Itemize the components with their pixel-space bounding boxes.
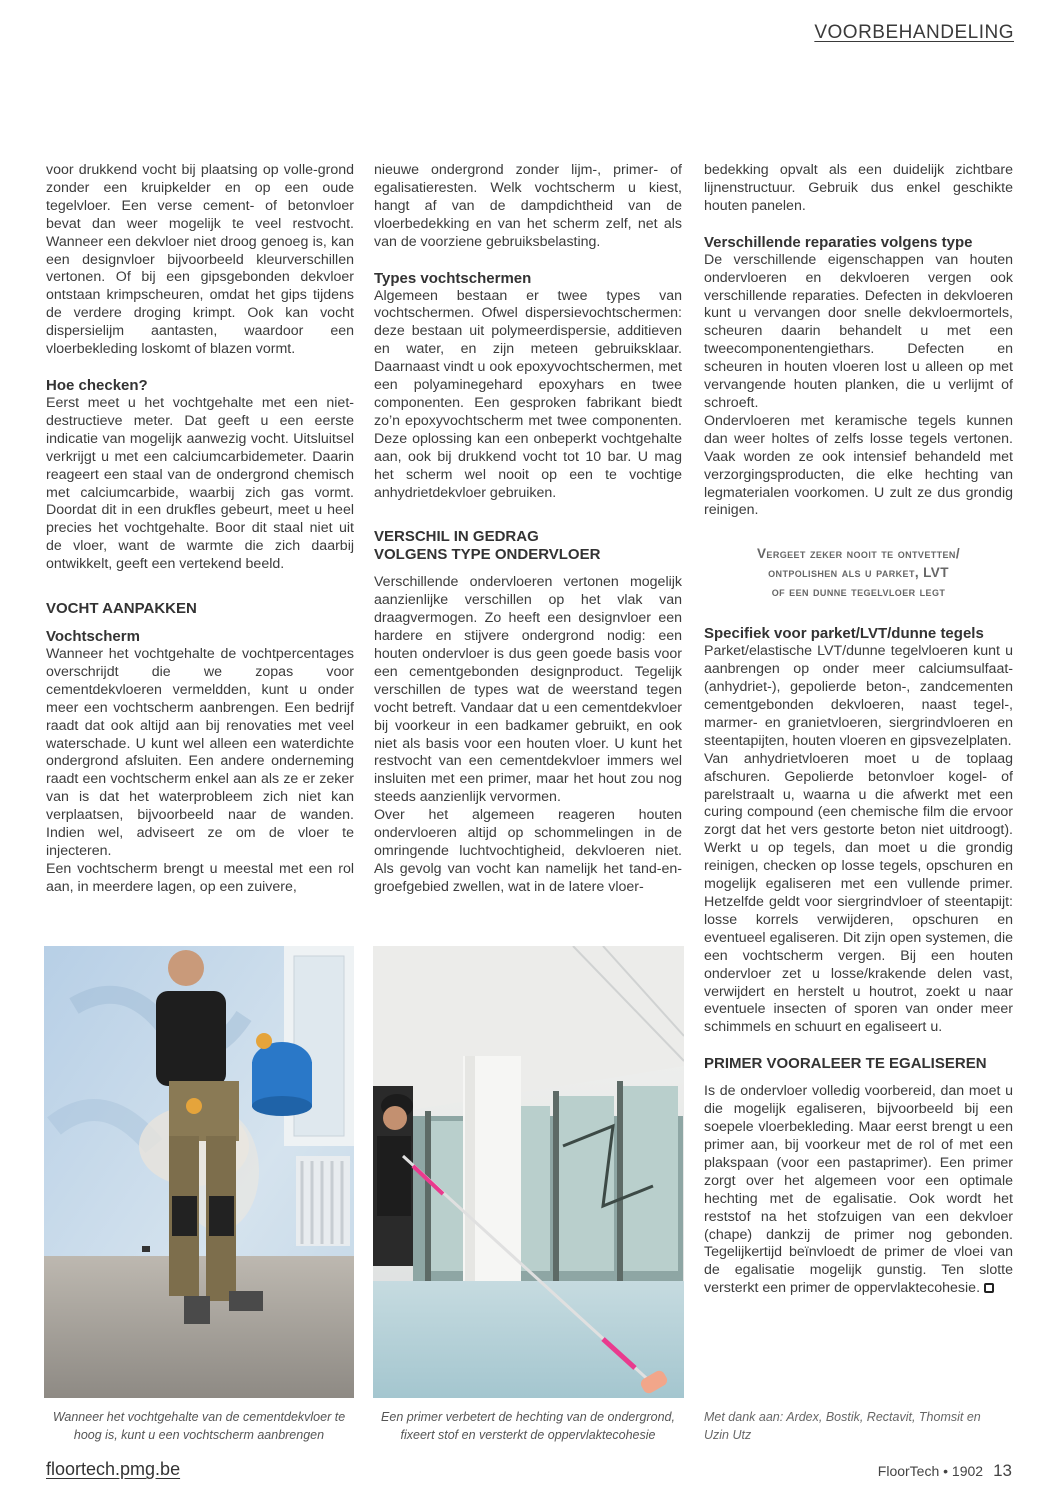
section-label: VOORBEHANDELING <box>814 22 1014 43</box>
photo-worker-applying-moisture-barrier <box>44 946 354 1398</box>
photo-caption-2: Een primer verbetert de hechting van de ondergrond, fixeert stof en versterkt de oppervlaktecohesie <box>381 1410 675 1442</box>
photo-caption-1: Wanneer het vochtgehalte van de cementdekvloer te hoog is, kunt u een vochtscherm aanbrengen <box>52 1410 346 1442</box>
pull-quote-line: Vergeet zeker nooit te ontvetten/ <box>757 546 960 562</box>
footer-issue <box>878 1461 1012 1481</box>
subheading-types-vochtschermen: Types vochtschermen <box>374 269 532 287</box>
page-number: 13 <box>993 1461 1012 1480</box>
pull-quote <box>704 544 1013 601</box>
end-mark-icon <box>984 1283 994 1293</box>
paragraph-text: Is de ondervloer volledig voorbereid, dan moet u die mogelijk egaliseren, bijvoorbeeld bij een soepele vloerbekleding. Maar eerst brengt u een primer aan, bij voorkeur met de rol of met een plakspaan (voor een pastaprimer). Een primer zorgt over het algemeen voor een optimale hechting met de egalisatie. Ook wordt het reststof na het stofzuigen van een dekvloer (chape) dankzij de primer nog gebonden. Tegelijkertijd beïnvloedt de primer de vloei van de egalisatie mogelijk gunstig. Ten slotte versterkt een primer de oppervlaktecohesie. <box>704 1083 1013 1297</box>
article-column-1 <box>46 162 354 897</box>
article-column-3 <box>704 162 1013 1298</box>
paragraph: Over het algemeen reageren houten ondervloeren altijd op schommelingen in de omringende luchtvochtigheid, dekvloeren niet. Als gevolg van vocht kan namelijk het tand-en-groefgebied zwellen, wat in de latere vloer- <box>374 807 682 895</box>
subheading-hoe-checken: Hoe checken? <box>46 376 148 394</box>
paragraph-final <box>704 1083 1013 1298</box>
issue-label: FloorTech • 1902 <box>877 1463 984 1479</box>
pull-quote-line: ontpolishen als u parket, LVT <box>768 565 949 581</box>
paragraph: De verschillende eigenschappen van houten ondervloeren en dekvloeren vergen ook verschillende reparaties. Defecten in dekvloeren kunt u vervangen door snelle dekvloermortels, scheuren daarin behandelt u met een tweecomponentengiethars. Defecten en scheuren in houten vloeren lost u alleen op met vervangende houten planken, die u verlijmt of schroeft. <box>704 251 1013 411</box>
subheading-parket: Specifiek voor parket/LVT/dunne tegels <box>704 625 984 643</box>
subheading-reparaties: Verschillende reparaties volgens type <box>704 233 973 251</box>
paragraph: Eerst meet u het vochtgehalte met een niet-destructieve meter. Dat geeft u een eerste indicatie van mogelijk aanwezig vocht. Uitsluitsel verkrijgt u met een calciumcarbidemeter. Daarin reageert een staal van de ondergrond chemisch met calciumcarbide, waarbij zich gas vormt. Doordat dit in een drukfles gebeurt, meet u heel precies het vochtgehalte. Boor dit staal niet uit de vloer, want de warmte die zich daarbij ontwikkelt, geeft een vertekend beeld. <box>46 394 354 573</box>
paragraph: Wanneer het vochtgehalte de vochtpercentages overschrijdt die we zopas voor cementdekvloeren vermeldden, kunt u onder meer een vochtscherm aanbrengen. Een bedrijf raadt dat ook altijd aan bij renovaties met veel waterschade. U kunt wel alleen een waterdichte ondergrond afsluiten. Een andere onderneming raadt een vochtscherm enkel aan als ze er zeker van is dat het waterprobleem zich niet kan verplaatsen, bijvoorbeeld naar de wanden. Indien wel, adviseert ze om de vloer te injecteren. <box>46 646 354 859</box>
heading-vocht-aanpakken: VOCHT AANPAKKEN <box>46 600 197 618</box>
article-column-2 <box>374 162 682 897</box>
paragraph: Ondervloeren met keramische tegels kunnen dan weer holtes of zelfs losse tegels vertonen. Vaak worden ze ook intensief behandeld met verzorgingsproducten, die elke hechting van legmaterialen voorkomen. U zult ze dus grondig reinigen. <box>704 412 1013 519</box>
subheading-vochtscherm: Vochtscherm <box>46 628 140 646</box>
paragraph: Algemeen bestaan er twee types van vochtschermen. Ofwel dispersievochtschermen: deze bestaan uit polymeerdispersie, additieven en water, en zijn meteen gebruiksklaar. Daarnaast vindt u ook epoxyvochtschermen, met een polyaminegehard epoxyhars en twee componenten. Een gesproken fabrikant biedt zo’n epoxyvochtscherm met twee componenten. Deze oplossing kan een onbeperkt vochtgehalte aan, ook bij drukkend vocht tot 10 bar. U mag het scherm wel nooit op een te vochtige anhydrietdekvloer gebruiken. <box>374 287 682 501</box>
acknowledgements: Met dank aan: Ardex, Bostik, Rectavit, Thomsit en Uzin Utz <box>704 1410 981 1442</box>
website-link[interactable]: floortech.pmg.be <box>46 1459 181 1479</box>
paragraph: Parket/elastische LVT/dunne tegelvloeren kunt u aanbrengen op onder meer calciumsulfaat- (anhydriet-), gepolierde beton-, zandcementen cementgebonden dekvloeren, naast tegel-, marmer- en granietvloeren, siergrindvloeren en steentapijten, houten vloeren en gipsvezelplaten. <box>704 643 1013 749</box>
paragraph: nieuwe ondergrond zonder lijm-, primer- of egalisatieresten. Welk vochtscherm u kiest, hangt af van de dampdichtheid van de vloerbedekking en van het scherm zelf, net als van de voorziene gebruiksbelasting. <box>374 162 682 250</box>
paragraph: Van anhydrietvloeren moet u de toplaag afschuren. Gepolierde betonvloer kogel- of parelstraalt u, waarna u die afwerkt met een curing compound (een chemische film die ervoor zorgt dat het vers gestorte beton niet uitdroogt). Werkt u op tegels, dan moet u die grondig reinigen, checken op losse tegels, opschuren en mogelijk egaliseren met een vullende primer. Hetzelfde geldt voor siergrindvloer of steentapijt: losse korrels verwijderen, opschuren en eventueel egaliseren. Dit zijn open systemen, die een vochtscherm vergen. Bij een houten ondervloer zet u losse/krakende delen vast, verwijdert en herstelt u houtrot, zoekt u naar eventuele insecten of sporen van onder meer schimmels en schuurt en egaliseert u. <box>704 750 1013 1036</box>
heading-verschil-line2: VOLGENS TYPE ONDERVLOER <box>374 546 601 564</box>
paragraph: bedekking opvalt als een duidelijk zichtbare lijnenstructuur. Gebruik dus enkel geschikte houten panelen. <box>704 162 1013 214</box>
heading-verschil-line1: VERSCHIL IN GEDRAG <box>374 528 539 546</box>
photo-worker-applying-primer <box>373 946 684 1398</box>
paragraph: voor drukkend vocht bij plaatsing op volle-grond zonder een kruipkelder en op een oude tegelvloer. Een verse cement- of betonvloer bevat dan weer mogelijk te veel restvocht. Wanneer een dekvloer niet droog genoeg is, kan een designvloer bijvoorbeeld kleurverschillen vertonen. Of bij een gipsgebonden dekvloer ontstaan krimpscheuren, omdat het gips tijdens de verdere droging krimpt. Ook kan vocht dispersielijm aantasten, waardoor een vloerbekleding loskomt of blazen vormt. <box>46 162 354 358</box>
heading-primer: PRIMER VOORALEER TE EGALISEREN <box>704 1055 987 1073</box>
paragraph: Een vochtscherm brengt u meestal met een rol aan, in meerdere lagen, op een zuivere, <box>46 860 354 895</box>
pull-quote-line: of een dunne tegelvloer legt <box>771 584 946 600</box>
paragraph: Verschillende ondervloeren vertonen mogelijk aanzienlijke verschillen op het vlak van draagvermogen. Zo heeft een designvloer een hardere en stijvere ondergrond nodig: een houten ondervloer is dus geen goede basis voor een cementgebonden designproduct. Tegelijk verschillen de types wat de weerstand tegen vocht betreft. Vandaar dat u een cementdekvloer bij voorkeur in een badkamer gebruikt, en ook niet als basis voor een houten vloer. U kunt het restvocht van een cementdekvloer immers wel insluiten met een primer, maar het hout zou nog steeds aanzienlijk vervormen. <box>374 574 682 806</box>
